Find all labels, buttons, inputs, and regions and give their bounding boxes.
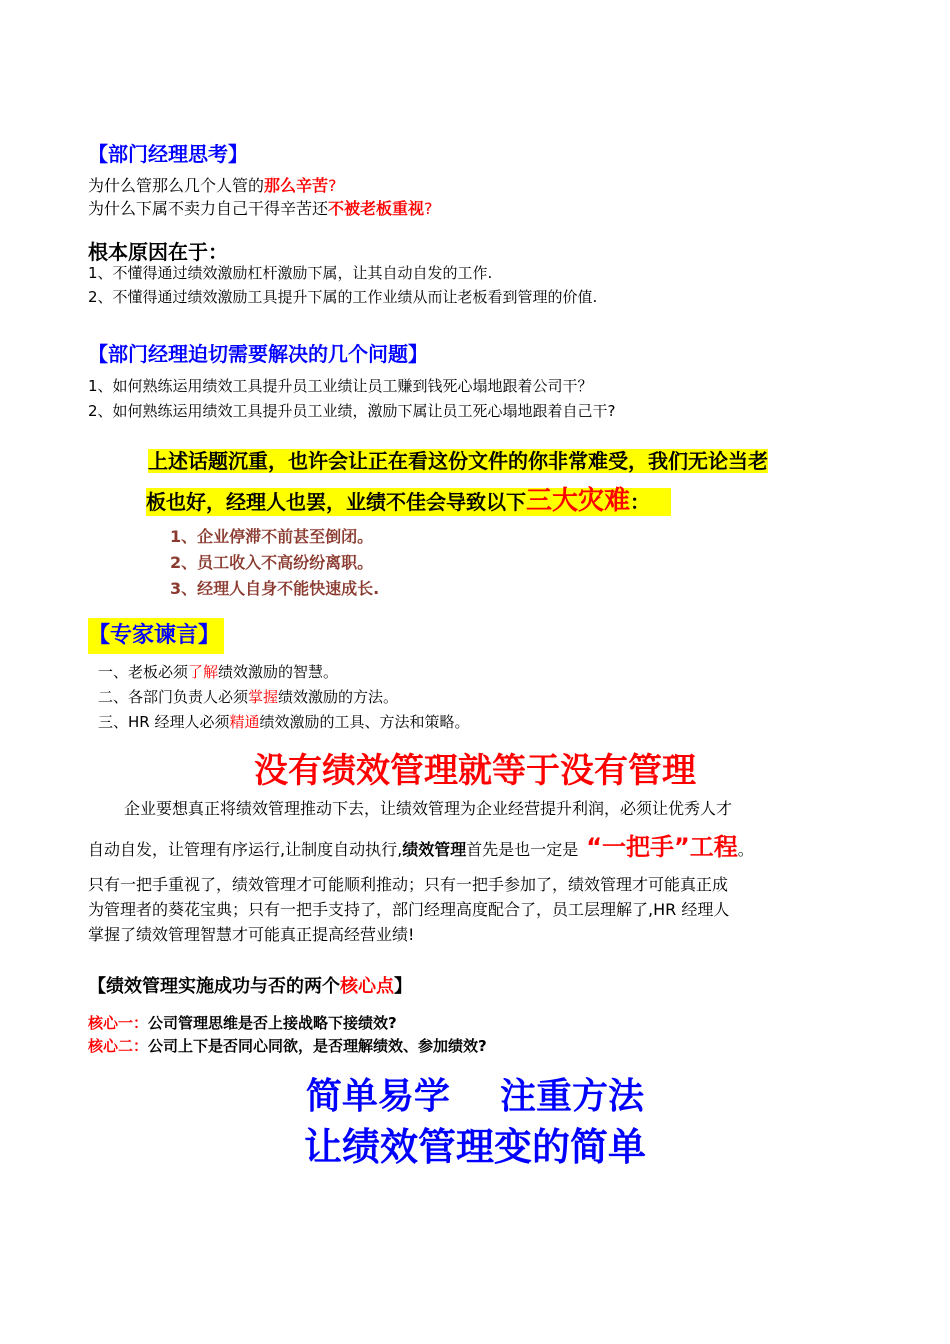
core-point-1 (88, 1012, 397, 1033)
heading-expert-advice: 【专家谏言】 (88, 618, 224, 654)
question-2-emphasis: 不被老板重视 (328, 199, 425, 218)
heading-manager-thinking: 【部门经理思考】 (88, 142, 248, 166)
main-paragraph-2-bold: 绩效管理 (402, 840, 467, 859)
core-heading-emphasis: 核心点 (340, 976, 394, 997)
disaster-3: 3、经理人自身不能快速成长. (170, 579, 380, 598)
core-point-2 (88, 1035, 487, 1056)
main-paragraph-2 (88, 830, 754, 867)
core-point-1-label: 核心一： (88, 1014, 149, 1032)
highlight-line-2-text: 板也好，经理人也罢，业绩不佳会导致以下 (146, 490, 526, 514)
highlight-line-2-box (146, 488, 671, 516)
question-2 (88, 198, 433, 220)
advice-1 (98, 661, 338, 683)
advice-1-pre: 一、老板必须 (98, 663, 189, 681)
highlight-line-2 (146, 484, 671, 519)
question-1-emphasis: 那么辛苦 (264, 176, 329, 195)
problem-2: 2、如何熟练运用绩效工具提升员工业绩，激励下属让员工死心塌地跟着自己干? (88, 402, 616, 420)
disaster-2: 2、员工收入不高纷纷离职。 (170, 553, 374, 572)
advice-2 (98, 686, 398, 708)
question-1-text: 为什么管那么几个人管的 (88, 176, 265, 195)
main-title: 没有绩效管理就等于没有管理 (254, 751, 696, 791)
heading-core-points (88, 972, 412, 998)
main-paragraph-3-line-1: 只有一把手重视了，绩效管理才可能顺利推动；只有一把手参加了，绩效管理才可能真正成 (88, 875, 729, 894)
main-paragraph-2-mid: 首先是也一定是 (466, 840, 579, 859)
one-hand-project: “一把手”工程 (586, 833, 738, 861)
disaster-1: 1、企业停滞不前甚至倒闭。 (170, 527, 374, 546)
main-paragraph-1: 企业要想真正将绩效管理推动下去，让绩效管理为企业经营提升利润，必须让优秀人才 (124, 799, 733, 818)
highlight-line-1 (148, 446, 768, 476)
slogan-line-1: 简单易学 注重方法 (305, 1076, 645, 1117)
main-paragraph-2-pre: 自动自发，让管理有序运行,让制度自动执行, (88, 840, 403, 859)
reason-2: 2、不懂得通过绩效激励工具提升下属的工作业绩从而让老板看到管理的价值. (88, 288, 598, 306)
question-1-mark: ? (328, 176, 337, 195)
highlight-line-1-text: 上述话题沉重，也许会让正在看这份文件的你非常难受，我们无论当老 (148, 449, 768, 473)
advice-3-post: 绩效激励的工具、方法和策略。 (259, 713, 470, 731)
heading-urgent-problems: 【部门经理迫切需要解决的几个问题】 (88, 342, 428, 366)
slogan-line-2: 让绩效管理变的简单 (303, 1125, 646, 1169)
advice-2-emphasis: 掌握 (248, 688, 279, 706)
advice-3 (98, 711, 470, 733)
three-disasters-text: 三大灾难 (526, 486, 631, 516)
root-cause-title: 根本原因在于： (88, 240, 228, 264)
core-heading-pre: 【绩效管理实施成功与否的两个 (88, 976, 340, 997)
highlight-line-2-colon: ： (630, 490, 651, 514)
question-2-mark: ? (424, 199, 433, 218)
core-point-1-text: 公司管理思维是否上接战略下接绩效? (148, 1014, 397, 1032)
advice-3-emphasis: 精通 (229, 713, 260, 731)
main-paragraph-2-post: 。 (737, 840, 754, 859)
advice-3-pre: 三、HR 经理人必须 (98, 713, 230, 731)
core-heading-post: 】 (394, 976, 412, 997)
advice-2-pre: 二、各部门负责人必须 (98, 688, 249, 706)
core-point-2-text: 公司上下是否同心同欲，是否理解绩效、参加绩效? (148, 1037, 487, 1055)
question-2-text: 为什么下属不卖力自己干得辛苦还 (88, 199, 329, 218)
advice-2-post: 绩效激励的方法。 (278, 688, 399, 706)
problem-1: 1、如何熟练运用绩效工具提升员工业绩让员工赚到钱死心塌地跟着公司干？ (88, 377, 593, 395)
reason-1: 1、不懂得通过绩效激励杠杆激励下属，让其自动自发的工作. (88, 264, 493, 282)
main-paragraph-3-line-3: 掌握了绩效管理智慧才可能真正提高经营业绩! (88, 925, 415, 944)
main-paragraph-3-line-2: 为管理者的葵花宝典；只有一把手支持了，部门经理高度配合了，员工层理解了,HR 经理人 (88, 900, 730, 919)
core-point-2-label: 核心二： (88, 1037, 149, 1055)
advice-1-post: 绩效激励的智慧。 (218, 663, 339, 681)
question-1 (88, 175, 337, 197)
advice-1-emphasis: 了解 (188, 663, 219, 681)
